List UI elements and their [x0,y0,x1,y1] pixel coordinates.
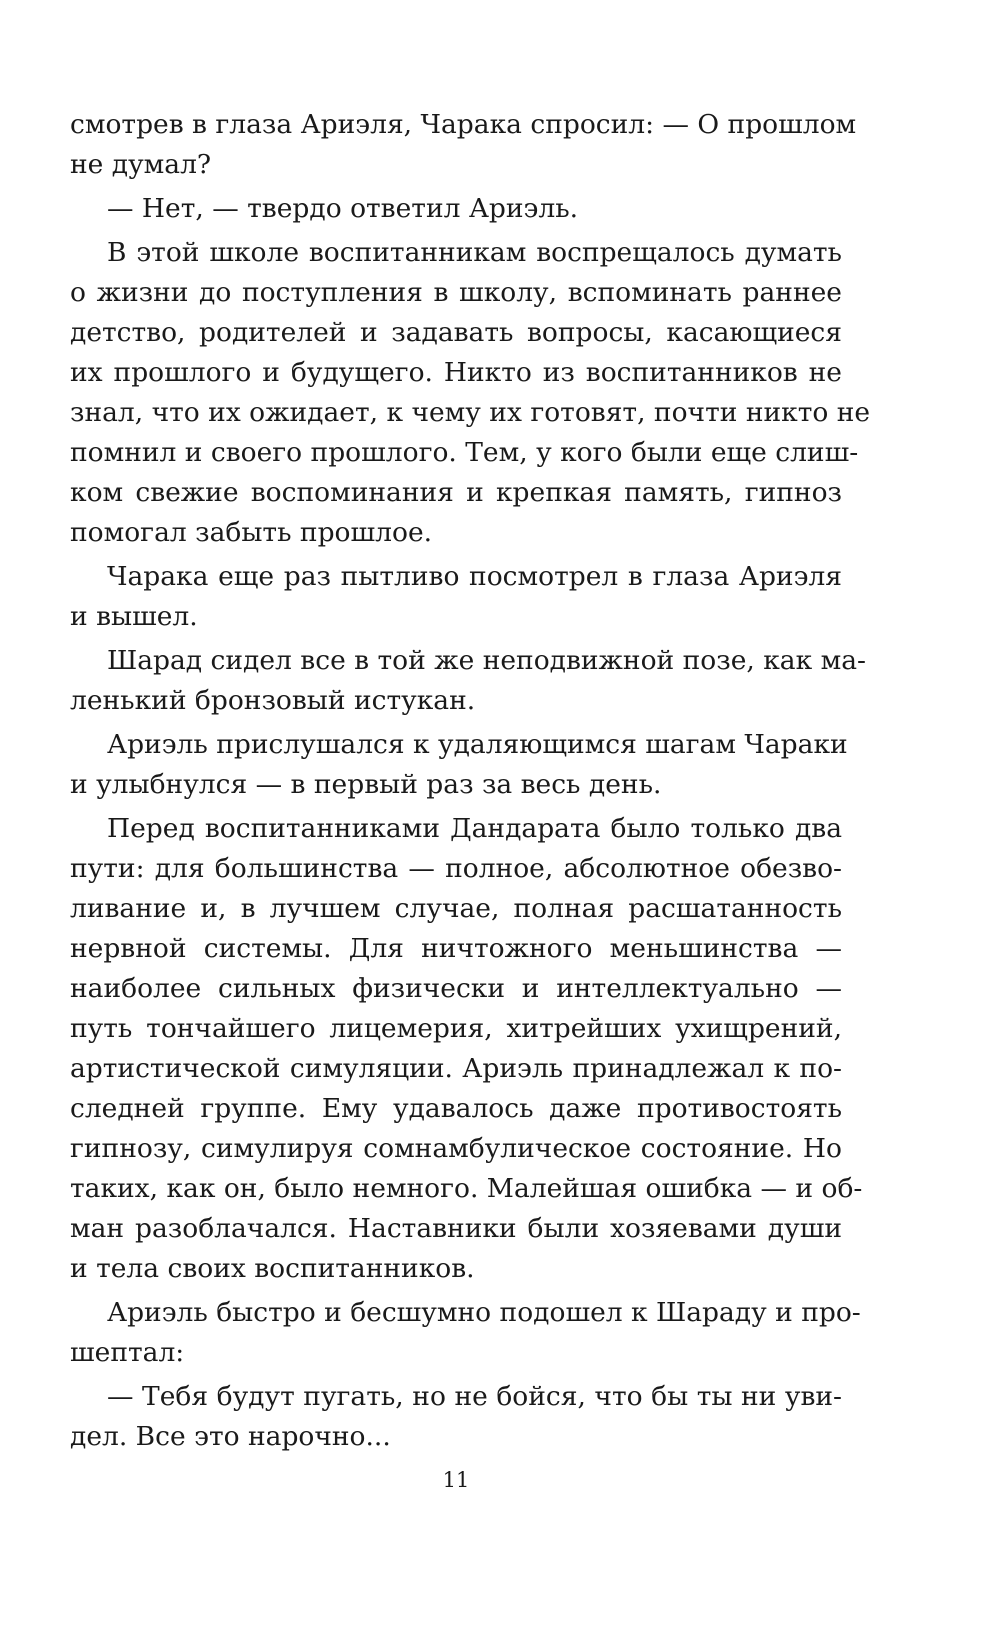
paragraph [70,105,857,185]
text-line: Ариэль быстро и бесшумно подошел к Шараду и про- [107,1297,861,1328]
text-line: их прошлого и будущего. Никто из воспитанников не [70,357,842,388]
text-line: помнил и своего прошлого. Тем, у кого были еще слиш- [70,437,859,468]
text-line: помогал забыть прошлое. [70,517,433,548]
paragraph [70,557,842,637]
paragraph [70,725,848,805]
text-line: Шарад сидел все в той же неподвижной позе, как ма- [107,645,866,676]
body-text [70,105,871,1457]
text-line: путь тончайшего лицемерия, хитрейших ухищрений, [70,1013,842,1044]
text-line: артистической симуляции. Ариэль принадлежал к по- [70,1053,842,1084]
paragraph [70,641,866,721]
text-line: — Нет, — твердо ответил Ариэль. [107,193,579,224]
paragraph [70,809,863,1289]
text-line: ком свежие воспоминания и крепкая память, гипноз [70,477,842,508]
text-line: Чарака еще раз пытливо посмотрел в глаза Ариэля [107,561,842,592]
text-line: Перед воспитанниками Дандарата было только два [107,813,842,844]
text-line: — Тебя будут пугать, но не бойся, что бы ты ни уви- [107,1381,842,1412]
page-number: 11 [442,1468,470,1492]
text-line: и улыбнулся — в первый раз за весь день. [70,769,662,800]
paragraph [70,189,842,229]
text-line: таких, как он, было немного. Малейшая ошибка — и об- [70,1173,863,1204]
text-line: Ариэль прислушался к удаляющимся шагам Чараки [107,729,848,760]
text-line: дел. Все это нарочно... [70,1421,391,1452]
text-line: смотрев в глаза Ариэля, Чарака спросил: — О прошлом [70,109,857,140]
text-line: о жизни до поступления в школу, вспоминать раннее [70,277,842,308]
text-line: и вышел. [70,601,198,632]
text-line: и тела своих воспитанников. [70,1253,475,1284]
text-line: наиболее сильных физически и интеллектуально — [70,973,842,1004]
text-line: ман разоблачался. Наставники были хозяевами души [70,1213,842,1244]
paragraph [70,1377,842,1457]
text-line: ленький бронзовый истукан. [70,685,476,716]
text-line: шептал: [70,1337,185,1368]
text-line: следней группе. Ему удавалось даже противостоять [70,1093,842,1124]
text-line: ливание и, в лучшем случае, полная расшатанность [70,893,842,924]
text-line: пути: для большинства — полное, абсолютное обезво- [70,853,842,884]
paragraph [70,1293,861,1373]
text-line: нервной системы. Для ничтожного меньшинства — [70,933,842,964]
text-line: знал, что их ожидает, к чему их готовят, почти никто не [70,397,871,428]
text-line: детство, родителей и задавать вопросы, касающиеся [70,317,842,348]
paragraph [70,233,871,553]
text-line: В этой школе воспитанникам воспрещалось думать [107,237,842,268]
text-line: не думал? [70,149,212,180]
text-line: гипнозу, симулируя сомнамбулическое состояние. Но [70,1133,842,1164]
